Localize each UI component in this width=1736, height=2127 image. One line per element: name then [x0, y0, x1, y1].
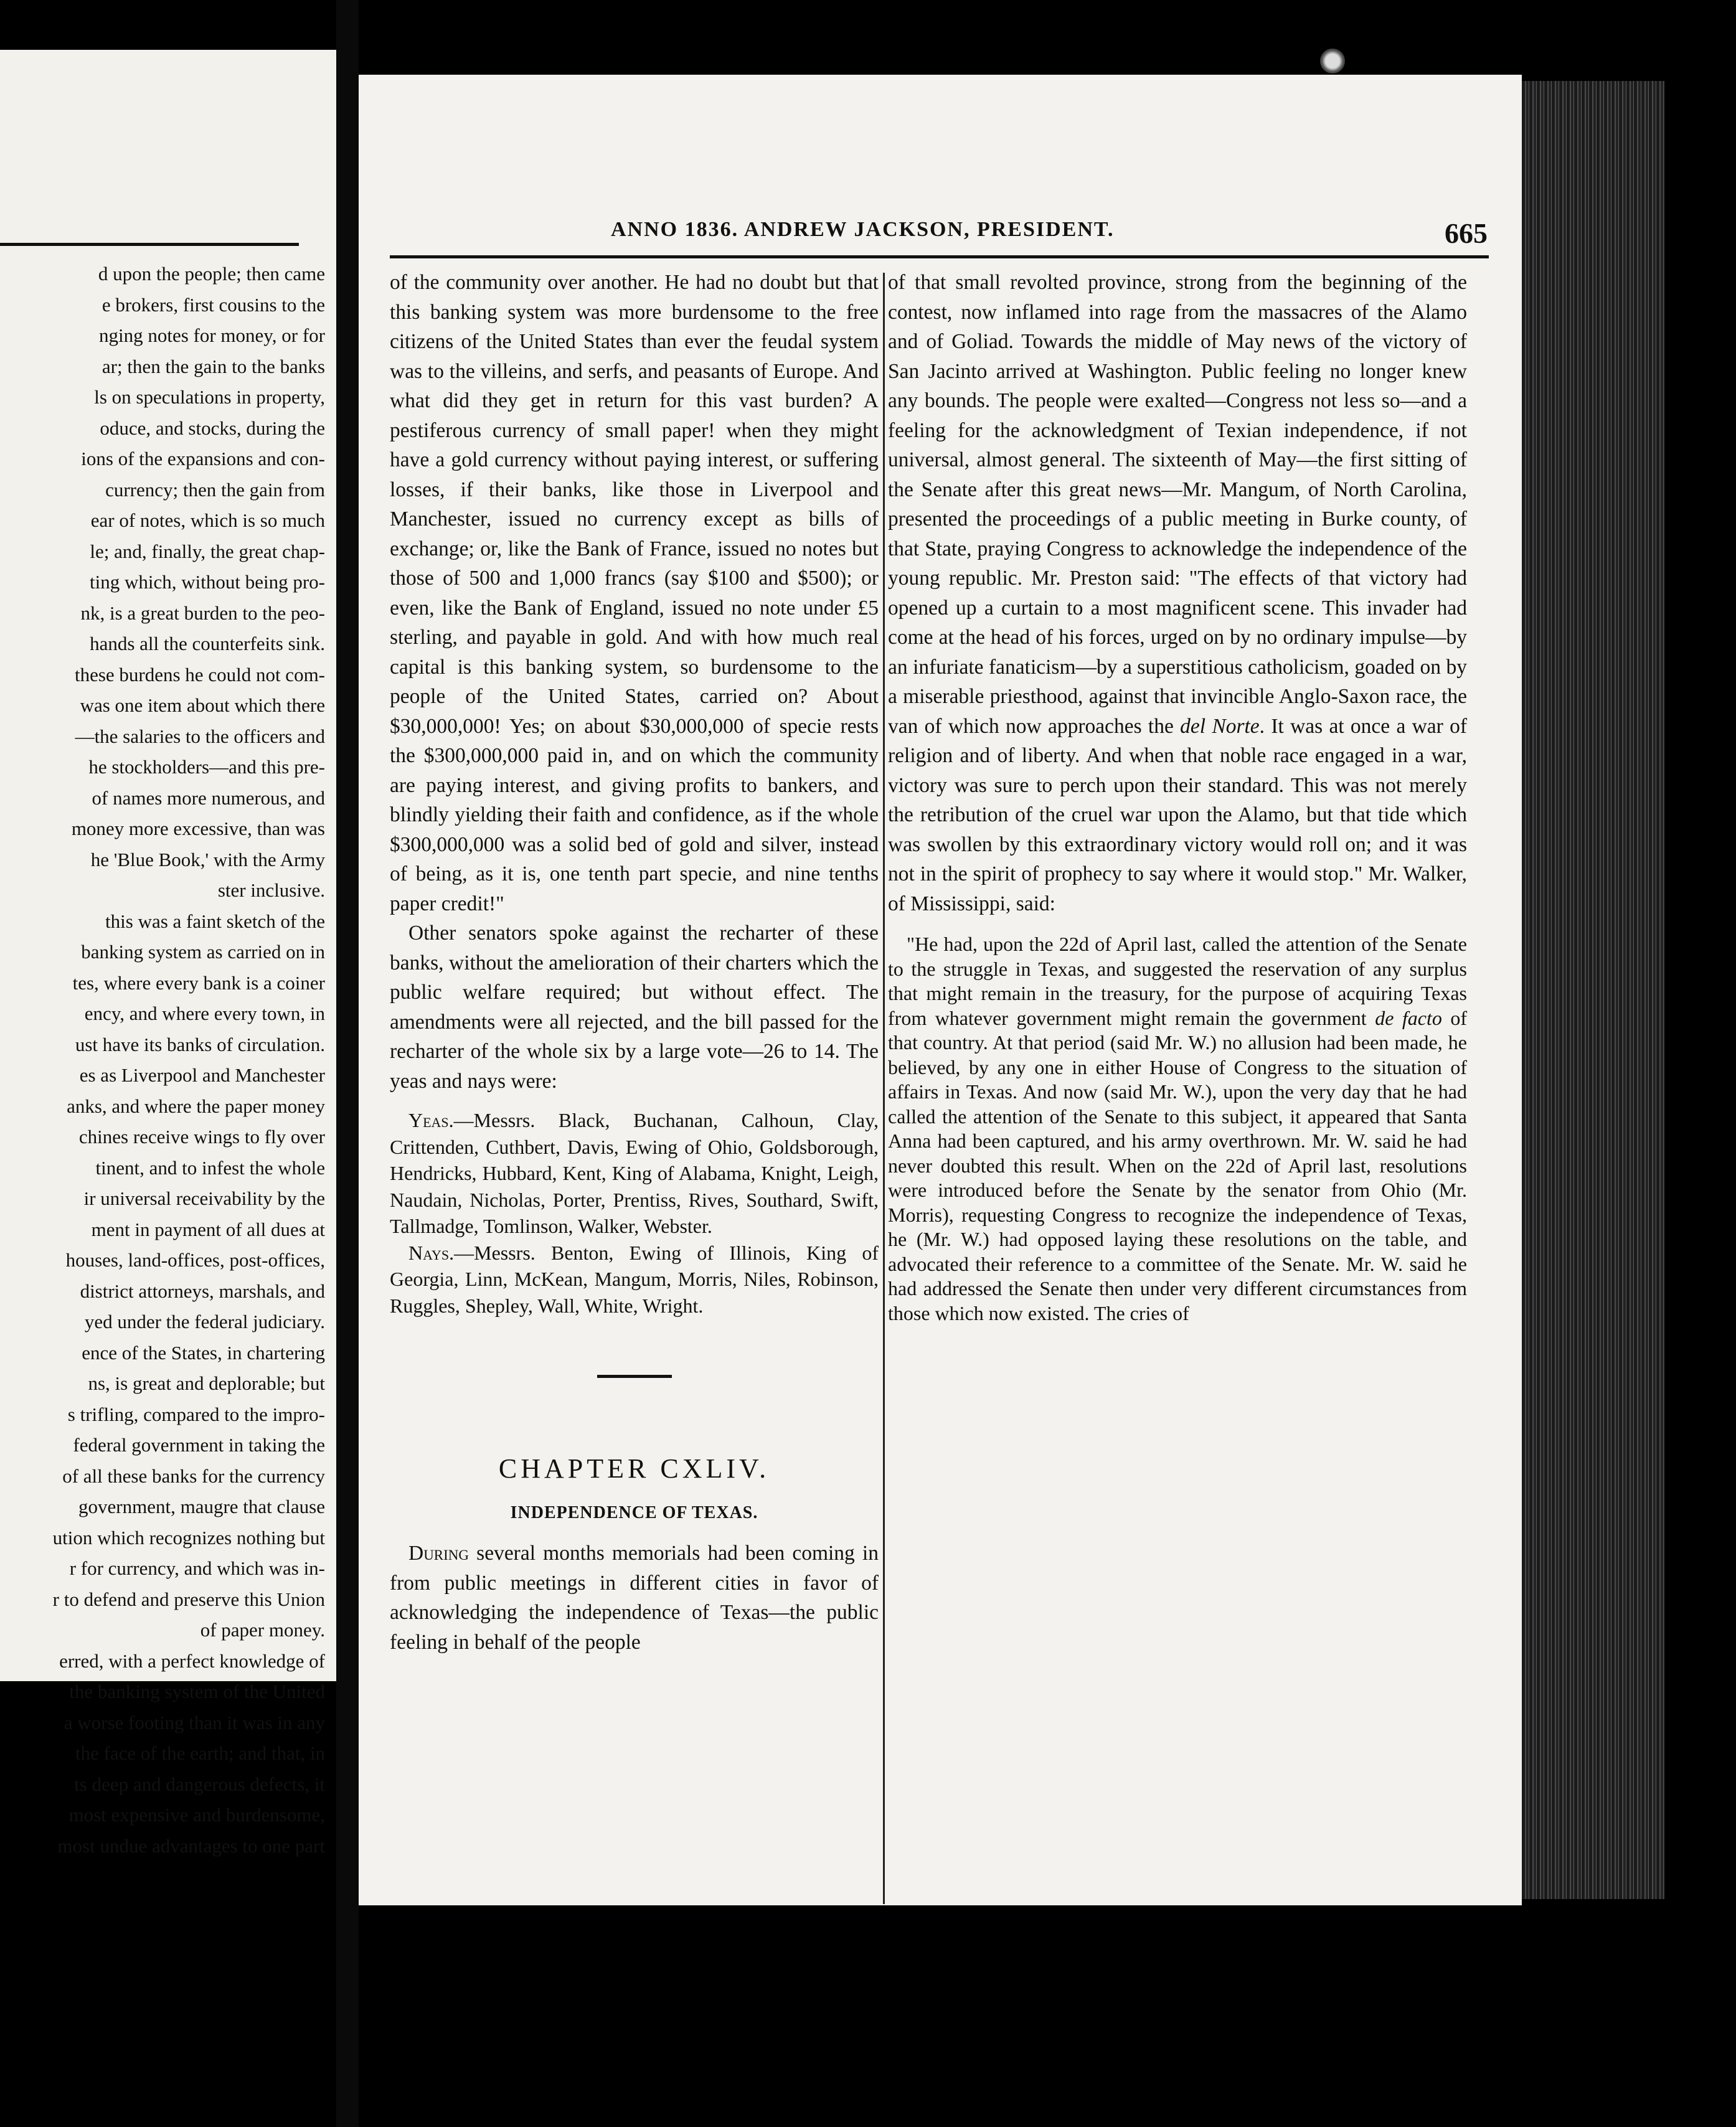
left-page-line: ust have its banks of circulation. — [75, 1033, 325, 1055]
left-page-line: ls on speculations in property, — [94, 386, 325, 408]
left-page-line: d upon the people; then came — [98, 263, 325, 285]
left-page-line: ir universal receivability by the — [83, 1187, 325, 1209]
left-page-line: he stockholders—and this pre- — [88, 756, 325, 778]
left-page-line: of all these banks for the currency — [62, 1464, 325, 1487]
left-page-line: r to defend and preserve this Union — [52, 1588, 325, 1610]
paragraph-texas-news-b: . It was at once a war of religion and of liberty. And when that noble race engaged in a war, victory was sure to perch upon their standard. This was not merely the retribution of the cruel war upon the Alamo, but that tide which was swollen by this extraordinary victory would roll on; and it was not in the spirit of prophecy to say where it would stop." Mr. Walker, of Mississippi, said: — [888, 714, 1468, 915]
chapter-opening-text: several months memorials had been coming in from public meetings in different cities in favor of acknowledging the independence of Texas—the public feeling in behalf of the people — [390, 1542, 879, 1654]
left-page-line: es as Liverpool and Manchester — [79, 1064, 325, 1086]
left-page-line: government, maugre that clause — [78, 1496, 325, 1517]
walker-quote-b: of that country. At that period (said Mr. W.) no allusion had been made, he believed, by any one in either House of Congress to the situation of affairs in Texas. And now (said Mr. W.), upon the very day that he had called the attention of the Senate to this subject, it appeared that Santa Anna had been captured, and his army overthrown. Mr. W. said he had never doubted this result. When on the 22d of April last, resolutions were introduced before the Senate by the senator from Ohio (Mr. Morris), requesting Congress to recognize the independence of Texas, he (Mr. W.) had opposed laying these resolutions on the table, and advocated their reference to a committee of the Senate. Mr. W. said he had addressed the Senate then under very different circumstances from those which now existed. The cries of — [888, 1006, 1468, 1324]
left-page-line: he 'Blue Book,' with the Army — [90, 848, 325, 870]
left-page-line: district attorneys, marshals, and — [80, 1280, 325, 1302]
left-page-line: ution which recognizes nothing but — [52, 1526, 325, 1549]
left-page-line: e brokers, first cousins to the — [101, 293, 325, 316]
left-page-line: of names more numerous, and — [92, 786, 325, 809]
chapter-subtitle: INDEPENDENCE OF TEXAS. — [510, 1503, 758, 1522]
left-page-line: money more excessive, than was — [71, 818, 325, 839]
left-page-text — [0, 258, 325, 1861]
left-page-line: federal government in taking the — [73, 1434, 325, 1456]
chapter-opening-paragraph — [390, 1539, 879, 1657]
left-page-line: oduce, and stocks, during the — [100, 417, 325, 439]
page-header — [359, 218, 1522, 255]
left-page-line: r for currency, and which was in- — [69, 1557, 325, 1579]
right-page — [359, 75, 1522, 1905]
yeas-text: —Messrs. Black, Buchanan, Calhoun, Clay, Crittenden, Cuthbert, Davis, Ewing of Ohio, Goldsborough, Hendricks, Hubbard, Kent, King of Alabama, Knight, Leigh, Naudain, Nicholas, Porter, Prentiss, Rives, Southard, Swift, Tallmadge, Tomlinson, Walker, Webster. — [390, 1109, 879, 1237]
de-facto-italic: de facto — [1375, 1006, 1442, 1029]
left-page-line: currency; then the gain from — [105, 478, 325, 501]
left-page-line: nk, is a great burden to the peo- — [80, 601, 325, 624]
left-page-line: was one item about which there — [80, 694, 325, 716]
left-page-line: hands all the counterfeits sink. — [90, 633, 325, 654]
left-page-line: le; and, finally, the great chap- — [90, 540, 325, 562]
left-page-line: ar; then the gain to the banks — [101, 355, 325, 377]
paragraph-texas-news — [888, 268, 1467, 918]
left-page-line: erred, with a perfect knowledge of — [59, 1649, 325, 1672]
left-page-line: nging notes for money, or for — [98, 324, 325, 346]
left-page-line: anks, and where the paper money — [67, 1095, 325, 1117]
column-right — [888, 268, 1467, 1326]
left-page-line: a worse footing than it was in any — [64, 1711, 325, 1733]
left-page-line: ence of the States, in chartering — [82, 1341, 325, 1364]
paragraph-speech-end: of the community over another. He had no doubt but that this banking system was more burdensome to the free citizens of the United States than ever the feudal system was to the villeins, and serfs, and peasants of Europe. And what did they get in return for this vast burden? A pestiferous currency of small paper! when they might have a gold currency without paying interest, or suffering losses, if their banks, like those in Liverpool and Manchester, issued no currency except as bills of exchange; or, like the Bank of France, issued no notes but those of 500 and 1,000 francs (say $100 and $500); or even, like the Bank of England, issued no note under £5 sterling, and payable in gold. And with how much real capital is this banking system, so burdensome to the people of the United States, carried on? About $30,000,000! Yes; on about $30,000,000 of specie rests the $300,000,000 paid in, and on which the community are paying interest, and giving profits to bankers, and blindly yielding their faith and confidence, as if the whole $300,000,000 was a solid bed of gold and silver, instead of being, as it is, one tenth part specie, and nine tenths paper credit!" — [390, 271, 879, 915]
paragraph-texas-news-a: of that small revolted province, strong from the beginning of the contest, now inflamed into rage from the massacres of the Alamo and of Goliad. Towards the middle of May news of the victory of San Jacinto arrived at Washington. Public feeling no longer knew any bounds. The people were exalted—Congress not less so—and a feeling for the acknowledgment of Texian independence, if not universal, almost general. The sixteenth of May—the first sitting of the Senate after this great news—Mr. Mangum, of North Carolina, presented the proceedings of a public meeting in Burke county, of that State, praying Congress to acknowledge the independence of the young republic. Mr. Preston said: "The effects of that victory had opened up a curtain to a most magnificent scene. This invader had come at the head of his forces, urged on by no ordinary impulse—by an infuriate fanaticism—by a superstitious catholicism, goaded on by a miserable priesthood, against that invincible Anglo-Saxon race, the van of which now approaches the — [888, 271, 1467, 738]
left-page-line: ster inclusive. — [217, 879, 325, 901]
left-page-line: this was a faint sketch of the — [105, 910, 325, 932]
left-page-line: ear of notes, which is so much — [90, 509, 325, 531]
left-page-line: ting which, without being pro- — [90, 571, 325, 593]
left-page-line: s trifling, compared to the impro- — [67, 1403, 325, 1425]
walker-quote-a: "He had, upon the 22d of April last, called the attention of the Senate to the struggle in Texas, and suggested the reservation of any surplus that might remain in the treasury, for the purpose of acquiring Texas from whatever government might remain the government — [888, 933, 1467, 1029]
book-gutter — [336, 0, 359, 2127]
left-page-line: of paper money. — [200, 1619, 325, 1641]
left-page-line: chines receive wings to fly over — [78, 1126, 325, 1148]
page-number: 665 — [1445, 217, 1488, 249]
left-page-line: ment in payment of all dues at — [91, 1218, 325, 1240]
left-page-line: the face of the earth; and that, in — [75, 1742, 325, 1764]
left-page-line: tes, where every bank is a coiner — [72, 971, 325, 994]
section-divider — [597, 1375, 672, 1378]
column-left — [390, 268, 879, 1657]
drop-word: During — [408, 1542, 469, 1565]
left-page-line: —the salaries to the officers and — [75, 725, 325, 747]
left-page — [0, 50, 336, 1857]
walker-quote — [888, 932, 1467, 1326]
left-page-line: most undue advantages to one part — [57, 1834, 325, 1857]
left-page-line: these burdens he could not com- — [74, 663, 325, 686]
left-page-line: tinent, and to infest the whole — [95, 1156, 325, 1179]
book-page-edges — [1522, 81, 1665, 1899]
left-page-line: banking system as carried on in — [81, 941, 325, 963]
header-rule — [390, 255, 1489, 258]
nays-list — [390, 1240, 879, 1319]
scan-speck — [1320, 49, 1345, 73]
left-page-line: the banking system of the United — [69, 1681, 325, 1702]
left-page-line: ency, and where every town, in — [84, 1002, 325, 1024]
left-page-line: houses, land-offices, post-offices, — [65, 1249, 325, 1271]
running-head: ANNO 1836. ANDREW JACKSON, PRESIDENT. — [611, 218, 1115, 241]
del-norte-italic: del Norte — [1180, 714, 1260, 738]
left-page-rule — [0, 243, 299, 246]
yeas-label: Yeas. — [408, 1109, 454, 1131]
left-page-line: most expensive and burdensome, — [68, 1804, 325, 1826]
left-page-line: ions of the expansions and con- — [81, 448, 325, 469]
left-page-line: ts deep and dangerous defects, it — [74, 1773, 325, 1795]
left-page-line: yed under the federal judiciary. — [84, 1311, 325, 1332]
nays-label: Nays. — [408, 1241, 455, 1264]
chapter-title: CHAPTER CXLIV. — [498, 1453, 770, 1484]
yeas-list — [390, 1107, 879, 1240]
left-page-line: ns, is great and deplorable; but — [88, 1372, 325, 1394]
paragraph-senators: Other senators spoke against the recharter of these banks, without the amelioration of their charters which the public welfare required; but without effect. The amendments were all rejected, and the bill passed for the recharter of the whole six by a large vote—26 to 14. The yeas and nays were: — [390, 922, 879, 1093]
column-divider — [883, 273, 885, 1904]
nays-text: —Messrs. Benton, Ewing of Illinois, King of Georgia, Linn, McKean, Mangum, Morris, Niles, Robinson, Ruggles, Shepley, Wall, White, Wright. — [390, 1241, 879, 1317]
